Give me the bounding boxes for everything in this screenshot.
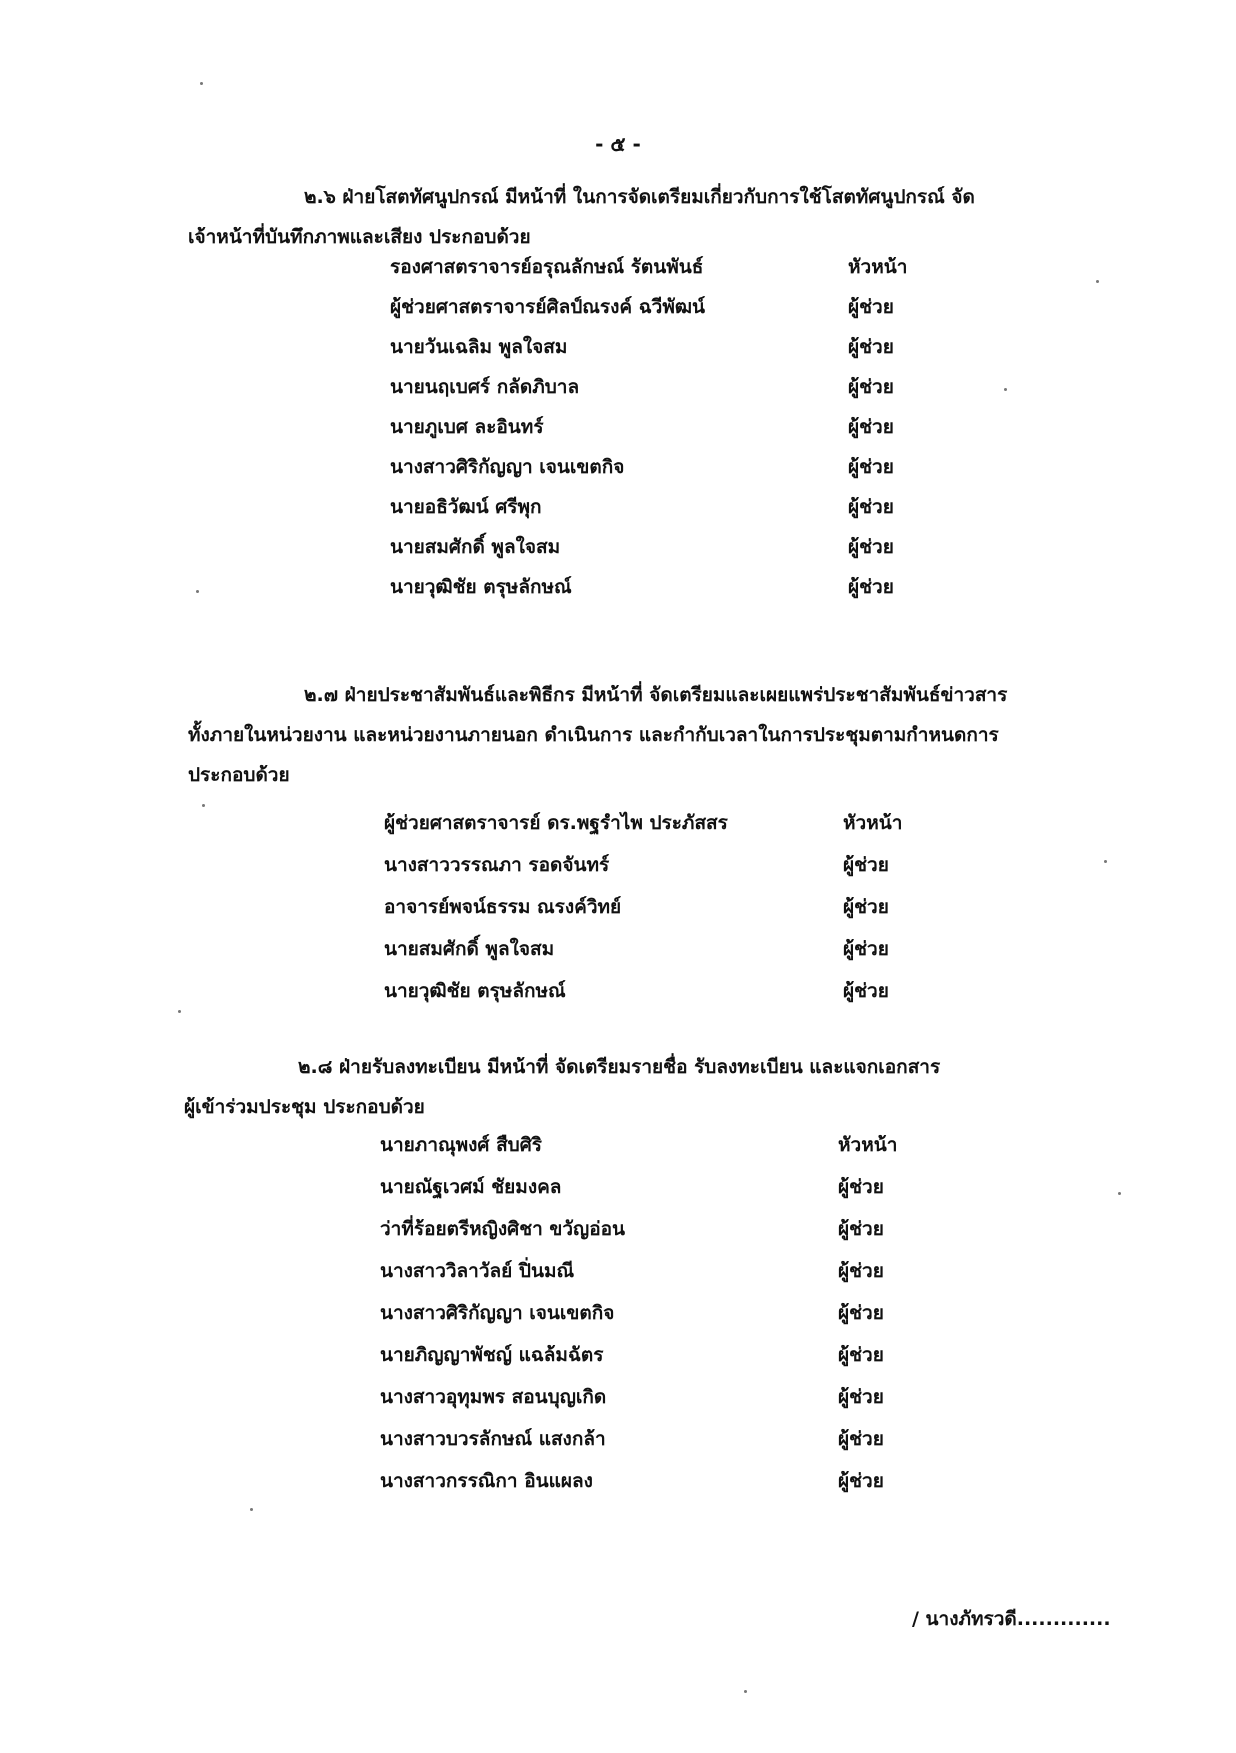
scan-speck — [196, 590, 199, 593]
section-heading-line1: ๒.๗ ฝ่ายประชาสัมพันธ์และพิธีกร มีหน้าที่ จัดเตรียมและเผยแพร่ประชาสัมพันธ์ข่าวสาร — [304, 684, 1008, 706]
member-role: ผู้ช่วย — [838, 1470, 884, 1492]
list-item — [0, 934, 1236, 972]
member-role: ผู้ช่วย — [838, 1386, 884, 1408]
member-role: ผู้ช่วย — [838, 1218, 884, 1240]
scan-speck — [250, 1508, 253, 1511]
member-role: ผู้ช่วย — [843, 938, 889, 960]
member-name: รองศาสตราจารย์อรุณลักษณ์ รัตนพันธ์ — [390, 256, 704, 278]
list-item — [0, 850, 1236, 888]
list-item — [0, 532, 1236, 570]
list-item — [0, 1340, 1236, 1378]
member-name: นางสาววรรณภา รอดจันทร์ — [384, 854, 610, 876]
member-role: ผู้ช่วย — [838, 1344, 884, 1366]
member-role: ผู้ช่วย — [838, 1302, 884, 1324]
member-role: ผู้ช่วย — [843, 980, 889, 1002]
section-heading-line1: ๒.๘ ฝ่ายรับลงทะเบียน มีหน้าที่ จัดเตรียมรายชื่อ รับลงทะเบียน และแจกเอกสาร — [298, 1056, 941, 1078]
member-name: นายณัฐเวศม์ ชัยมงคล — [380, 1176, 562, 1198]
member-name: นายอธิวัฒน์ ศรีพุก — [390, 496, 542, 518]
member-name: นางสาวบวรลักษณ์ แสงกล้า — [380, 1428, 606, 1450]
scan-speck — [1096, 280, 1099, 283]
section-heading-line2: ทั้งภายในหน่วยงาน และหน่วยงานภายนอก ดำเนินการ และกำกับเวลาในการประชุมตามกำหนดการ — [188, 724, 999, 746]
scan-speck — [744, 1690, 747, 1693]
scan-speck — [178, 1010, 181, 1013]
list-item — [0, 372, 1236, 410]
scan-speck — [1104, 860, 1107, 863]
section-heading-line3: ประกอบด้วย — [188, 764, 290, 786]
page-number: - ๕ - — [595, 132, 641, 156]
list-item — [0, 1256, 1236, 1294]
member-role: ผู้ช่วย — [848, 456, 894, 478]
list-item — [0, 1466, 1236, 1504]
member-name: นางสาววิลาวัลย์ ปิ่นมณี — [380, 1260, 575, 1282]
member-name: นายวุฒิชัย ตรุษลักษณ์ — [390, 576, 572, 598]
member-name: ผู้ช่วยศาสตราจารย์ ดร.พฐรำไพ ประภัสสร — [384, 812, 728, 834]
continuation-marker: / นางภัทรวดี............. — [912, 1608, 1111, 1630]
member-name: อาจารย์พจน์ธรรม ณรงค์วิทย์ — [384, 896, 622, 918]
member-role: หัวหน้า — [843, 812, 903, 834]
member-role: ผู้ช่วย — [838, 1428, 884, 1450]
list-item — [0, 1214, 1236, 1252]
list-item — [0, 808, 1236, 846]
list-item — [0, 976, 1236, 1014]
list-item — [0, 492, 1236, 530]
list-item — [0, 1424, 1236, 1462]
section-heading-line1: ๒.๖ ฝ่ายโสตทัศนูปกรณ์ มีหน้าที่ ในการจัดเตรียมเกี่ยวกับการใช้โสตทัศนูปกรณ์ จัด — [304, 186, 975, 208]
member-name: นางสาวอุทุมพร สอนบุญเกิด — [380, 1386, 607, 1408]
member-name: นายภาณุพงศ์ สืบศิริ — [380, 1134, 543, 1156]
member-role: หัวหน้า — [848, 256, 908, 278]
list-item — [0, 1298, 1236, 1336]
list-item — [0, 332, 1236, 370]
scan-speck — [1004, 388, 1007, 391]
scan-speck — [1118, 1192, 1121, 1195]
scan-speck — [200, 82, 203, 85]
list-item — [0, 252, 1236, 290]
member-name: นายสมศักดิ์ พูลใจสม — [384, 938, 555, 960]
list-item — [0, 572, 1236, 610]
member-role: ผู้ช่วย — [838, 1260, 884, 1282]
scan-speck — [202, 804, 205, 807]
member-role: ผู้ช่วย — [843, 896, 889, 918]
section-heading-line2: เจ้าหน้าที่บันทึกภาพและเสียง ประกอบด้วย — [188, 226, 531, 248]
member-name: นายภิญญาพัชญ์ แฉล้มฉัตร — [380, 1344, 604, 1366]
member-role: ผู้ช่วย — [848, 296, 894, 318]
member-name: นายนฤเบศร์ กลัดภิบาล — [390, 376, 580, 398]
member-role: ผู้ช่วย — [843, 854, 889, 876]
member-name: นางสาวกรรณิกา อินแผลง — [380, 1470, 593, 1492]
member-name: นายภูเบศ ละอินทร์ — [390, 416, 544, 438]
list-item — [0, 892, 1236, 930]
member-name: ผู้ช่วยศาสตราจารย์ศิลป์ณรงค์ ฉวีพัฒน์ — [390, 296, 705, 318]
list-item — [0, 1382, 1236, 1420]
member-role: ผู้ช่วย — [848, 416, 894, 438]
list-item — [0, 412, 1236, 450]
member-role: ผู้ช่วย — [848, 536, 894, 558]
list-item — [0, 452, 1236, 490]
member-name: นางสาวศิริกัญญา เจนเขตกิจ — [390, 456, 625, 478]
member-role: ผู้ช่วย — [848, 376, 894, 398]
member-name: ว่าที่ร้อยตรีหญิงศิชา ขวัญอ่อน — [380, 1218, 626, 1240]
list-item — [0, 292, 1236, 330]
member-name: นายวันเฉลิม พูลใจสม — [390, 336, 568, 358]
member-name: นางสาวศิริกัญญา เจนเขตกิจ — [380, 1302, 615, 1324]
list-item — [0, 1172, 1236, 1210]
member-role: ผู้ช่วย — [848, 576, 894, 598]
member-role: ผู้ช่วย — [838, 1176, 884, 1198]
member-role: ผู้ช่วย — [848, 336, 894, 358]
list-item — [0, 1130, 1236, 1168]
member-role: หัวหน้า — [838, 1134, 898, 1156]
member-name: นายสมศักดิ์ พูลใจสม — [390, 536, 561, 558]
section-heading-line2: ผู้เข้าร่วมประชุม ประกอบด้วย — [184, 1096, 425, 1118]
member-name: นายวุฒิชัย ตรุษลักษณ์ — [384, 980, 566, 1002]
member-role: ผู้ช่วย — [848, 496, 894, 518]
